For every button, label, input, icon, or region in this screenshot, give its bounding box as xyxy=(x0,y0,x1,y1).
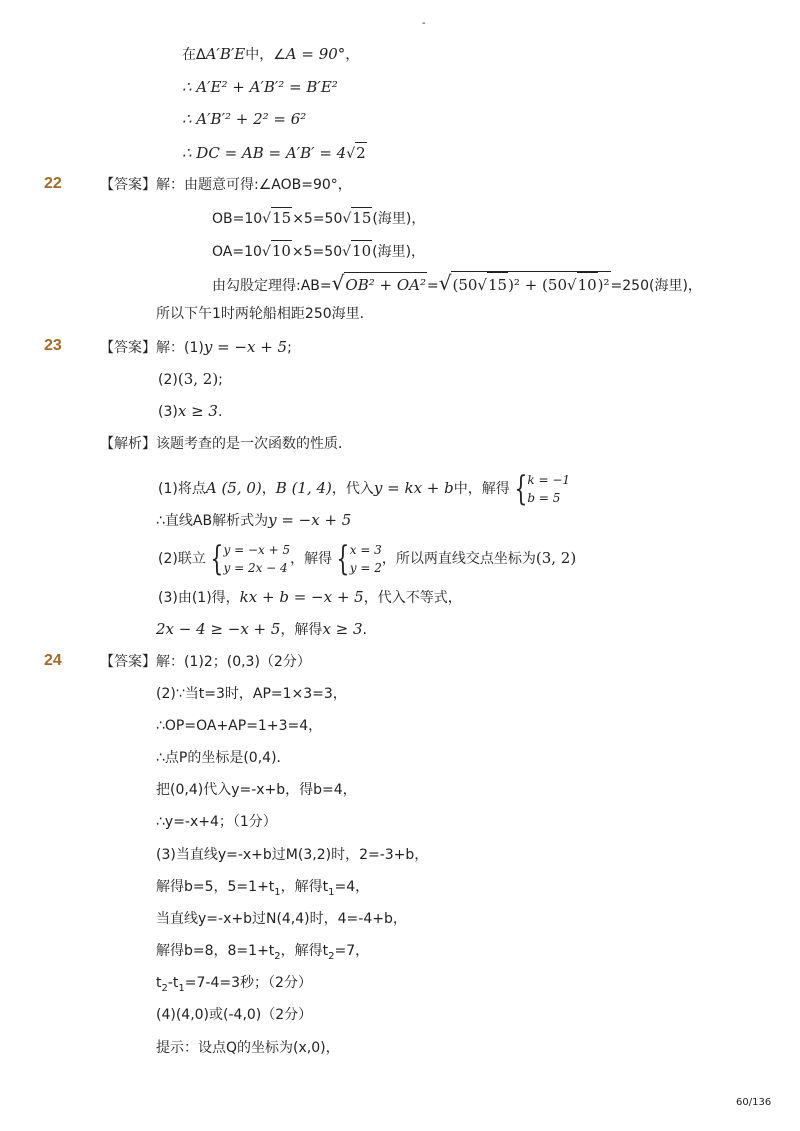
question-number-23: 23 xyxy=(44,337,62,354)
line-conclusion: ∴ DC = AB = A′B′ = 4√2 xyxy=(182,144,366,162)
q24-line-5: 把(0,4)代入y=-x+b，得b=4， xyxy=(156,782,357,798)
equation-system: k = −1 b = 5 xyxy=(527,473,571,505)
question-number-22: 22 xyxy=(44,175,62,192)
equation-system: x = 3 y = 2 xyxy=(349,543,382,575)
q23-answer-2: (2)(3, 2); xyxy=(158,370,223,388)
answer-tag: 【答案】 xyxy=(100,340,156,356)
q22-ob-line: OB=10√15×5=50√15(海里)， xyxy=(212,209,426,227)
equation-system: y = −x + 5 y = 2x − 4 xyxy=(223,543,291,575)
q23-analysis-4: (3)由(1)得，kx + b = −x + 5，代入不等式， xyxy=(158,588,462,606)
q23-answer-3: (3)x ≥ 3. xyxy=(158,402,223,420)
q24-line-10: 解得b=8，$8=1+t_2$，解得$t_2=7$， xyxy=(156,943,370,962)
header-mark: - xyxy=(422,18,426,29)
line-pythagoras: ∴ A′E² + A′B′² = B′E² xyxy=(182,78,338,96)
line-substitution: ∴ A′B′² + 2² = 6² xyxy=(182,110,307,128)
answer-tag: 【答案】 xyxy=(100,177,156,193)
q24-line-11: $t_2-t_1=7-4=3$秒；（2分） xyxy=(156,975,312,994)
q22-conclusion: 所以下午1时两轮船相距250海里． xyxy=(156,306,374,322)
line-triangle-statement: 在ΔA′B′E中，∠A = 90°， xyxy=(182,45,360,63)
brace-icon: { xyxy=(210,539,224,579)
q22-ab-line: 由勾股定理得:AB=√OB² + OA²=√(50√15)² + (50√10)²=250(海里)， xyxy=(212,271,702,295)
q24-line-9: 当直线y=-x+b过N(4,4)时，4=-4+b， xyxy=(156,911,407,927)
question-number-24: 24 xyxy=(44,652,62,669)
q24-line-8: 解得b=5，$5=1+t_1$，解得$t_1=4$， xyxy=(156,879,370,898)
q24-line-2: (2)∵当t=3时，AP=1×3=3， xyxy=(156,686,347,702)
q24-line-7: (3)当直线y=-x+b过M(3,2)时，2=-3+b， xyxy=(156,847,429,863)
q24-line-4: ∴点P的坐标是(0,4)． xyxy=(156,750,291,766)
q24-line-6: ∴y=-x+4；（1分） xyxy=(156,814,277,830)
sqrt-symbol: √ xyxy=(346,146,356,162)
q23-analysis-line: 【解析】该题考查的是一次函数的性质． xyxy=(100,436,352,452)
answer-tag: 【答案】 xyxy=(100,654,156,670)
q24-line-3: ∴OP=OA+AP=1+3=4， xyxy=(156,718,323,734)
q24-line-12: (4)(4,0)或(-4,0)（2分） xyxy=(156,1007,313,1023)
q23-analysis-2: ∴直线AB解析式为y = −x + 5 xyxy=(156,511,352,529)
q22-answer-line: 【答案】解：由题意可得:∠AOB=90°， xyxy=(100,177,352,193)
q24-answer-line: 【答案】解：(1)2；(0,3)（2分） xyxy=(100,654,311,670)
q24-line-13: 提示：设点Q的坐标为(x,0)， xyxy=(156,1040,340,1056)
q23-analysis-1: (1)将点A (5, 0)，B (1, 4)，代入y = kx + b中，解得 {k = −1 b = 5 xyxy=(158,469,571,509)
q23-analysis-5: 2x − 4 ≥ −x + 5，解得x ≥ 3. xyxy=(156,620,367,638)
brace-icon: { xyxy=(336,539,350,579)
brace-icon: { xyxy=(514,469,528,509)
q23-analysis-3: (2)联立 {y = −x + 5 y = 2x − 4，解得 {x = 3 y = 2，所以两直线交点坐标为(3, 2) xyxy=(158,539,577,579)
q22-oa-line: OA=10√10×5=50√10(海里)， xyxy=(212,242,426,260)
q23-answer-line: 【答案】解：(1)y = −x + 5; xyxy=(100,338,292,356)
analysis-tag: 【解析】 xyxy=(100,436,156,452)
page-number: 60/136 xyxy=(736,1097,772,1108)
